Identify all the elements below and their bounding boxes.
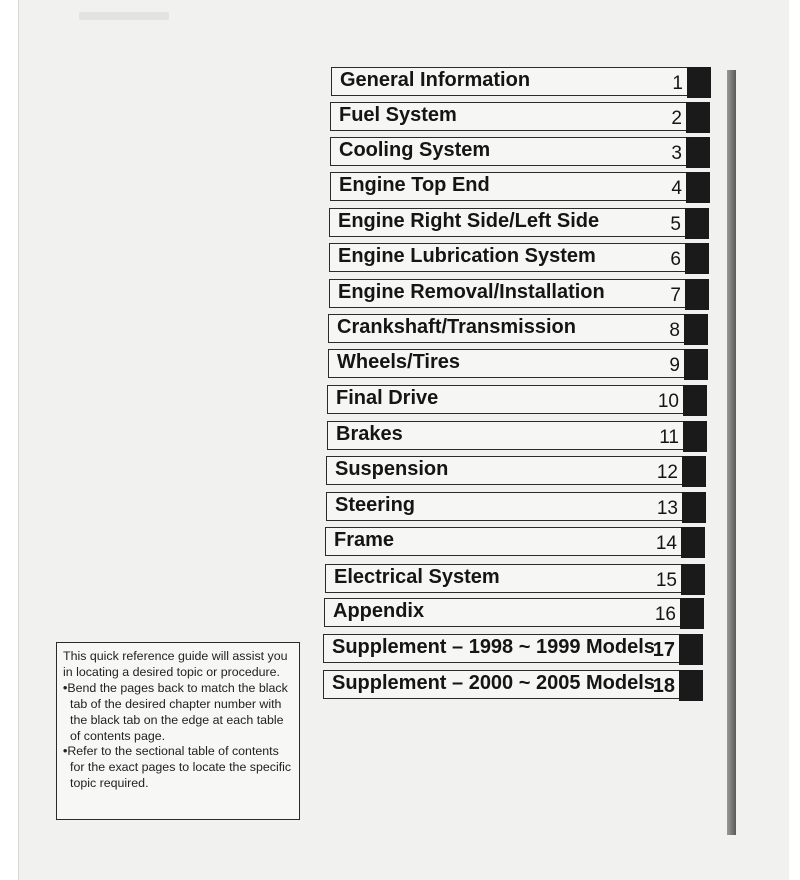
toc-item-frame[interactable] [325,527,705,556]
toc-item-engine-top-end[interactable] [330,172,710,201]
toc-item-number: 13 [656,498,678,519]
toc-item-number: 5 [670,214,681,235]
toc-item-brakes[interactable] [327,421,707,450]
chapter-tab [682,456,706,487]
toc-item-number: 6 [670,249,681,270]
chapter-tab [687,67,711,98]
chapter-tab [686,172,710,203]
toc-item-label: Supplement – 1998 ~ 1999 Models [332,636,655,658]
chapter-tab [685,279,709,310]
guide-bullet: •Bend the pages back to match the black tab of the desired chapter number with the black tab on the edge at each table of contents page. [63,680,288,743]
guide-bullet: •Refer to the sectional table of contents for the exact pages to locate the specific topic required. [63,744,292,791]
toc-item-number: 12 [656,462,678,483]
chapter-tab [684,314,708,345]
toc-item-label: Appendix [333,600,425,622]
toc-item-number: 8 [669,320,680,341]
quick-reference-guide-box [56,642,300,820]
chapter-tab [686,102,710,133]
chapter-tab [683,385,707,416]
chapter-tab [683,421,707,452]
guide-bullet-text: Bend the pages back to match the black tab of the desired chapter number with the black tab on the edge at each table of contents page. [67,680,288,743]
toc-item-label: Electrical System [334,566,500,588]
chapter-tab [679,670,703,701]
toc-item-label: Fuel System [339,104,457,126]
toc-item-label: Engine Lubrication System [338,245,596,267]
toc-item-supplement-2000-2005[interactable] [323,670,703,699]
toc-item-number: 9 [669,355,680,376]
toc-item-supplement-1998-1999[interactable] [323,634,703,663]
chapter-tab [681,527,705,558]
toc-item-appendix[interactable] [324,598,704,627]
toc-item-label: Suspension [335,458,449,480]
toc-item-label: Final Drive [336,387,439,409]
guide-bullet-text: Refer to the sectional table of contents for the exact pages to locate the specific topic required. [67,744,292,791]
toc-item-label: Engine Top End [339,174,490,196]
toc-item-number: 1 [672,73,683,94]
toc-item-fuel-system[interactable] [330,102,710,131]
toc-item-label: Supplement – 2000 ~ 2005 Models [332,672,655,694]
toc-item-engine-lubrication-system[interactable] [329,243,709,272]
toc-item-suspension[interactable] [326,456,706,485]
guide-intro: This quick reference guide will assist you in locating a desired topic or procedure. [63,649,288,679]
toc-item-label: Wheels/Tires [337,351,461,373]
toc-item-engine-right-left-side[interactable] [329,208,709,237]
toc-item-crankshaft-transmission[interactable] [328,314,708,343]
toc-item-number: 15 [655,570,677,591]
toc-item-label: Brakes [336,423,403,445]
toc-item-label: Engine Right Side/Left Side [338,210,600,232]
toc-item-number: 14 [655,533,677,554]
toc-item-number: 4 [671,178,682,199]
toc-item-final-drive[interactable] [327,385,707,414]
toc-item-number: 3 [671,143,682,164]
chapter-tab [686,137,710,168]
chapter-tab [680,598,704,629]
chapter-tab [682,492,706,523]
toc-item-number: 10 [657,391,679,412]
toc-item-general-information[interactable] [331,67,711,96]
toc-item-steering[interactable] [326,492,706,521]
chapter-tab [679,634,703,665]
toc-item-cooling-system[interactable] [330,137,710,166]
toc-item-label: Engine Removal/Installation [338,281,605,303]
toc-item-electrical-system[interactable] [325,564,705,593]
toc-item-number: 2 [671,108,682,129]
chapter-tab [681,564,705,595]
chapter-tab [685,243,709,274]
toc-item-wheels-tires[interactable] [328,349,708,378]
toc-item-label: General Information [340,69,531,91]
toc-item-engine-removal-installation[interactable] [329,279,709,308]
toc-item-number: 11 [659,427,679,448]
toc-item-number: 18 [652,675,675,697]
chapter-tab [685,208,709,239]
toc-item-label: Cooling System [339,139,491,161]
toc-item-label: Steering [335,494,416,516]
toc-item-label: Frame [334,529,395,551]
toc-item-number: 16 [654,604,676,625]
toc-item-number: 17 [652,639,675,661]
toc-item-label: Crankshaft/Transmission [337,316,576,338]
chapter-tab [684,349,708,380]
toc-item-number: 7 [670,285,681,306]
